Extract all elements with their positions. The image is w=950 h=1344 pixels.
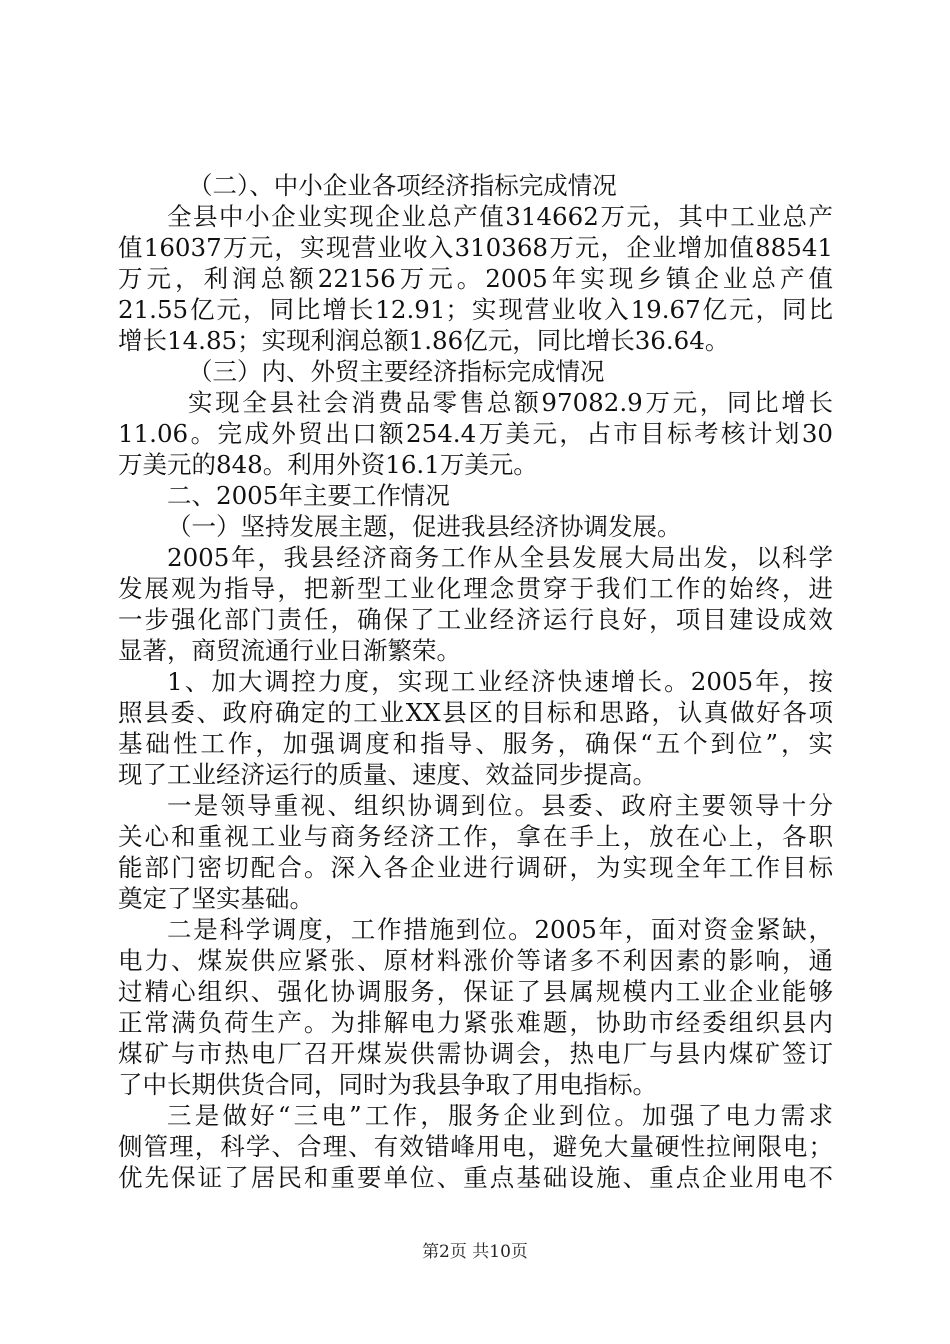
text-line: （一）坚持发展主题，促进我县经济协调发展。 — [167, 512, 682, 541]
text-line: 优先保证了居民和重要单位、重点基础设施、重点企业用电不 — [118, 1163, 833, 1192]
text-line: 增长14.85；实现利润总额1.86亿元，同比增长36.64。 — [118, 326, 730, 355]
text-line: 一步强化部门责任，确保了工业经济运行良好，项目建设成效 — [118, 605, 833, 634]
text-line: 电力、煤炭供应紧张、原材料涨价等诸多不利因素的影响，通 — [118, 946, 833, 975]
text-line: 照县委、政府确定的工业XX县区的目标和思路，认真做好各项 — [118, 698, 833, 727]
text-line: 发展观为指导，把新型工业化理念贯穿于我们工作的始终，进 — [118, 574, 833, 603]
text-line: 奠定了坚实基础。 — [118, 884, 314, 913]
text-line: 了中长期供货合同，同时为我县争取了用电指标。 — [118, 1070, 657, 1099]
text-line: 显著，商贸流通行业日渐繁荣。 — [118, 636, 461, 665]
text-line: 煤矿与市热电厂召开煤炭供需协调会，热电厂与县内煤矿签订 — [118, 1039, 833, 1068]
text-line: 能部门密切配合。深入各企业进行调研，为实现全年工作目标 — [118, 853, 833, 882]
page-footer: 第2页 共10页 — [422, 1242, 528, 1262]
text-line: 二、2005年主要工作情况 — [167, 481, 450, 510]
text-line: 过精心组织、强化协调服务，保证了县属规模内工业企业能够 — [118, 977, 833, 1006]
text-line: 万元，利润总额22156万元。2005年实现乡镇企业总产值 — [118, 264, 833, 293]
text-line: 全县中小企业实现企业总产值314662万元，其中工业总产 — [167, 202, 833, 231]
text-line: （三）内、外贸主要经济指标完成情况 — [188, 357, 605, 386]
text-line: 值16037万元，实现营业收入310368万元，企业增加值88541 — [118, 233, 833, 262]
text-line: 2005年，我县经济商务工作从全县发展大局出发，以科学 — [167, 543, 833, 572]
text-line: （二）、中小企业各项经济指标完成情况 — [188, 171, 617, 200]
text-line: 万美元的848。利用外资16.1万美元。 — [118, 450, 538, 479]
text-line: 21.55亿元，同比增长12.91；实现营业收入19.67亿元，同比 — [118, 295, 833, 324]
document-body — [118, 170, 833, 1193]
text-line: 正常满负荷生产。为排解电力紧张难题，协助市经委组织县内 — [118, 1008, 833, 1037]
text-line: 二是科学调度，工作措施到位。2005年，面对资金紧缺， — [167, 915, 833, 944]
text-line: 基础性工作，加强调度和指导、服务，确保“五个到位”，实 — [118, 729, 833, 758]
text-line: 1、加大调控力度，实现工业经济快速增长。2005年，按 — [167, 667, 833, 696]
text-line: 实现全县社会消费品零售总额97082.9万元，同比增长 — [188, 388, 833, 417]
text-line: 三是做好“三电”工作，服务企业到位。加强了电力需求 — [167, 1101, 833, 1130]
text-line: 关心和重视工业与商务经济工作，拿在手上，放在心上，各职 — [118, 822, 833, 851]
text-line: 现了工业经济运行的质量、速度、效益同步提高。 — [118, 760, 657, 789]
text-line: 一是领导重视、组织协调到位。县委、政府主要领导十分 — [167, 791, 833, 820]
text-line: 侧管理，科学、合理、有效错峰用电，避免大量硬性拉闸限电； — [118, 1132, 833, 1161]
text-line: 11.06。完成外贸出口额254.4万美元，占市目标考核计划30 — [118, 419, 833, 448]
